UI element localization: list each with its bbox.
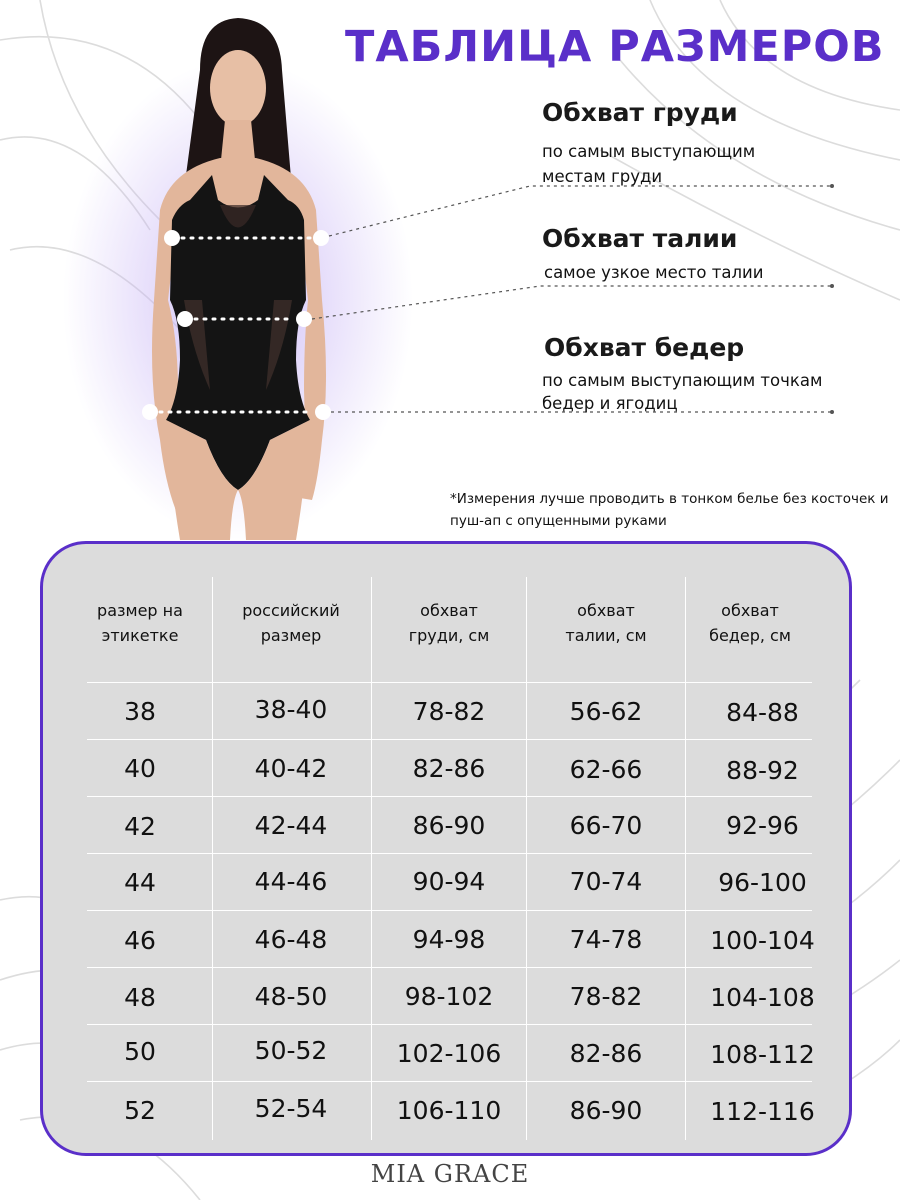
table-cell-russian-size: 52-54 [254, 1094, 328, 1123]
table-cell-label-size: 40 [124, 754, 156, 783]
table-cell-bust: 86-90 [412, 811, 486, 840]
table-cell-bust: 98-102 [404, 982, 494, 1011]
table-row-divider [87, 1024, 812, 1025]
table-cell-waist: 62-66 [569, 755, 643, 784]
table-cell-hips: 96-100 [718, 868, 807, 897]
table-cell-bust: 106-110 [396, 1096, 502, 1125]
table-cell-bust: 90-94 [412, 867, 486, 896]
waist-marker-left [177, 311, 193, 327]
table-cell-bust: 78-82 [412, 697, 486, 726]
table-cell-waist: 78-82 [569, 982, 643, 1011]
table-cell-waist: 74-78 [569, 925, 643, 954]
waist-leader-line [312, 286, 832, 319]
table-cell-russian-size: 42-44 [254, 811, 328, 840]
measurement-heading-hips: Обхват бедер [544, 333, 745, 362]
table-cell-russian-size: 38-40 [254, 695, 328, 724]
measurement-desc-hips-line-1: по самым выступающим точкам [542, 371, 823, 390]
table-header-bust: обхват груди, см [408, 601, 490, 645]
table-cell-waist: 70-74 [569, 867, 643, 896]
table-row-divider [87, 796, 812, 797]
table-column-divider [371, 577, 372, 1140]
measurement-heading-waist: Обхват талии [542, 224, 738, 253]
table-cell-bust: 82-86 [412, 754, 486, 783]
hip-marker-left [142, 404, 158, 420]
bust-marker-right [313, 230, 329, 246]
table-cell-label-size: 42 [124, 812, 156, 841]
table-cell-russian-size: 44-46 [254, 867, 328, 896]
table-cell-bust: 102-106 [396, 1039, 502, 1068]
table-cell-hips: 88-92 [726, 756, 799, 785]
table-cell-hips: 112-116 [710, 1097, 815, 1126]
table-row-divider [87, 682, 812, 683]
table-cell-russian-size: 46-48 [254, 925, 328, 954]
bust-marker-left [164, 230, 180, 246]
table-cell-russian-size: 48-50 [254, 982, 328, 1011]
table-row-divider [87, 967, 812, 968]
table-cell-russian-size: 40-42 [254, 754, 328, 783]
table-cell-label-size: 46 [124, 926, 156, 955]
table-cell-bust: 94-98 [412, 925, 486, 954]
table-cell-russian-size: 50-52 [254, 1036, 328, 1065]
table-cell-waist: 86-90 [569, 1096, 643, 1125]
table-row-divider [87, 739, 812, 740]
measurement-note: *Измерения лучше проводить в тонком белье без косточек и пуш-ап с опущенными руками [450, 491, 889, 529]
measurement-desc-hips-line-2: бедер и ягодиц [542, 394, 678, 413]
table-cell-label-size: 52 [124, 1096, 156, 1125]
table-header-russian-size: российский размер [242, 601, 340, 645]
table-cell-label-size: 44 [124, 868, 156, 897]
table-cell-label-size: 38 [124, 697, 156, 726]
table-column-divider [685, 577, 686, 1140]
measurement-desc-bust-line-2: местам груди [542, 167, 663, 186]
hip-marker-right [315, 404, 331, 420]
table-cell-waist: 56-62 [569, 697, 643, 726]
table-header-label-size: размер на этикетке [97, 601, 183, 645]
measurement-heading-bust: Обхват груди [542, 98, 738, 127]
table-cell-hips: 100-104 [710, 926, 815, 955]
table-column-divider [212, 577, 213, 1140]
measurement-desc-waist: самое узкое место талии [544, 263, 764, 282]
table-header-waist: обхват талии, см [565, 601, 647, 645]
table-cell-label-size: 50 [124, 1037, 156, 1066]
table-column-divider [526, 577, 527, 1140]
table-cell-waist: 66-70 [569, 811, 643, 840]
table-cell-hips: 108-112 [710, 1040, 815, 1069]
table-header-hips: обхват бедер, см [709, 601, 791, 645]
table-cell-hips: 92-96 [726, 811, 799, 840]
page-title: ТАБЛИЦА РАЗМЕРОВ [345, 22, 885, 72]
table-row-divider [87, 910, 812, 911]
measurement-desc-bust-line-1: по самым выступающим [542, 142, 756, 161]
table-row-divider [87, 853, 812, 854]
table-cell-hips: 84-88 [726, 698, 799, 727]
table-cell-label-size: 48 [124, 983, 156, 1012]
table-cell-waist: 82-86 [569, 1039, 643, 1068]
table-row-divider [87, 1081, 812, 1082]
waist-marker-right [296, 311, 312, 327]
brand-logo: MIA GRACE [370, 1160, 530, 1188]
table-cell-hips: 104-108 [710, 983, 815, 1012]
